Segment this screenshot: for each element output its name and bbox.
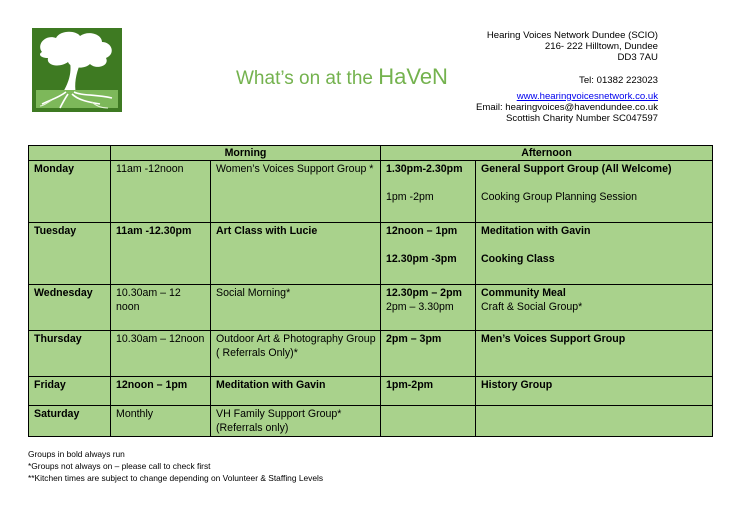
morning-time-cell [111,406,211,437]
tree-icon [32,28,122,112]
org-charity-number: Scottish Charity Number SC047597 [506,113,658,125]
morning-activity-cell [211,377,381,406]
afternoon-activity-cell [476,223,713,285]
cell-text: Community Meal [481,287,566,299]
day-label: Friday [34,379,66,391]
cell-text: Cooking Class [481,253,555,265]
table-row [29,285,713,331]
org-name: Hearing Voices Network Dundee (SCIO) [486,30,658,41]
cell-text: 12noon – 1pm [386,225,458,237]
cell-text: 12.30pm -3pm [386,253,457,265]
org-address-line2: DD3 7AU [617,52,658,64]
day-label: Saturday [34,408,80,420]
cell-text: 12.30pm – 2pm [386,287,462,299]
schedule-header-row [29,146,713,161]
header-morning: Morning [111,146,381,161]
afternoon-time-cell [381,161,476,223]
cell-text: Social Morning* [216,287,291,299]
morning-activity-cell [211,331,381,377]
cell-text: 10.30am – 12 noon [116,287,181,313]
day-cell [29,223,111,285]
org-tel: Tel: 01382 223023 [579,74,658,86]
day-cell [29,331,111,377]
cell-text: Women’s Voices Support Group * [216,163,374,175]
table-row [29,406,713,437]
title-haven: HaVeN [378,64,448,89]
cell-text: Men’s Voices Support Group [481,333,626,345]
day-cell [29,285,111,331]
cell-text: History Group [481,379,553,391]
footnote: *Groups not always on – please call to check first [28,461,211,471]
website-link[interactable]: www.hearingvoicesnetwork.co.uk [516,90,658,102]
afternoon-activity-cell [476,161,713,223]
cell-text: Art Class with Lucie [216,225,318,237]
org-contact-block [476,30,658,124]
day-cell [29,406,111,437]
title-prefix: What’s on at the [236,68,379,89]
page-title [236,64,448,90]
morning-activity-cell [211,285,381,331]
org-email: Email: hearingvoices@havendundee.co.uk [475,102,658,114]
cell-text: Monthly [116,408,154,420]
cell-text: Craft & Social Group* [481,301,583,313]
morning-time-cell [111,331,211,377]
header-day-cell [29,146,111,161]
cell-text: 1pm-2pm [386,379,434,391]
morning-time-cell [111,285,211,331]
day-cell [29,377,111,406]
cell-text: Meditation with Gavin [481,225,591,237]
cell-text: 11am -12noon [116,163,184,175]
schedule-table [28,145,713,437]
day-label: Monday [34,163,75,175]
cell-text: Meditation with Gavin [216,379,326,391]
afternoon-time-cell [381,223,476,285]
cell-text: 1.30pm-2.30pm [386,163,463,175]
afternoon-time-cell [381,285,476,331]
afternoon-activity-cell [476,406,713,437]
morning-time-cell [111,161,211,223]
morning-activity-cell [211,161,381,223]
day-cell [29,161,111,223]
cell-text: 2pm – 3.30pm [386,301,454,313]
cell-text: 10.30am – 12noon [116,333,205,345]
cell-text: 2pm – 3pm [386,333,442,345]
morning-activity-cell [211,406,381,437]
table-row [29,377,713,406]
afternoon-activity-cell [476,377,713,406]
table-row [29,223,713,285]
afternoon-time-cell [381,377,476,406]
day-label: Wednesday [34,287,93,299]
footnotes [28,448,323,484]
cell-text: 11am -12.30pm [116,225,192,237]
day-label: Thursday [34,333,82,345]
morning-activity-cell [211,223,381,285]
haven-logo [32,28,122,112]
footnote: **Kitchen times are subject to change depending on Volunteer & Staffing Levels [28,473,324,483]
cell-text: Cooking Group Planning Session [481,191,638,203]
afternoon-time-cell [381,406,476,437]
afternoon-activity-cell [476,285,713,331]
morning-time-cell [111,223,211,285]
morning-time-cell [111,377,211,406]
cell-text: Outdoor Art & Photography Group ( Referrals Only)* [216,333,376,359]
day-label: Tuesday [34,225,77,237]
cell-text: VH Family Support Group* (Referrals only) [216,408,342,434]
footnote: Groups in bold always run [28,449,125,459]
table-row [29,161,713,223]
cell-text: 12noon – 1pm [116,379,188,391]
table-row [29,331,713,377]
org-address-line1: 216- 222 Hilltown, Dundee [544,41,658,53]
afternoon-activity-cell [476,331,713,377]
header-afternoon: Afternoon [381,146,713,161]
afternoon-time-cell [381,331,476,377]
cell-text: 1pm -2pm [386,191,434,203]
cell-text: General Support Group (All Welcome) [481,163,672,175]
